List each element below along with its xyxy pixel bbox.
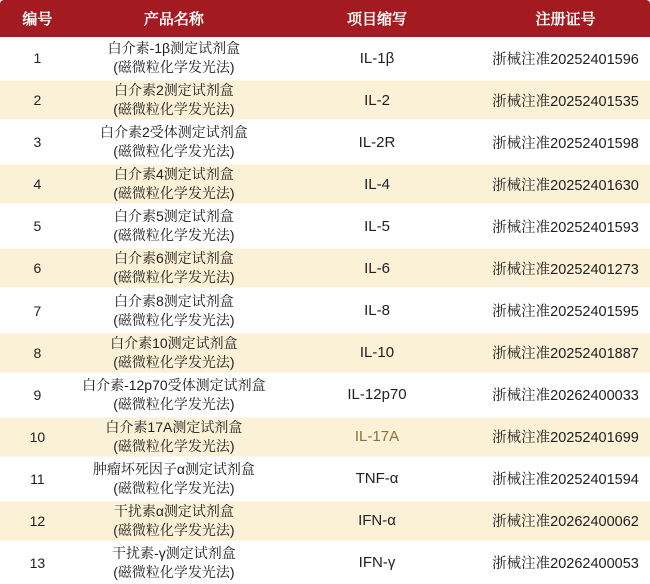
- cell-registration: 浙械注准20262400033: [492, 388, 639, 405]
- product-method-line: (磁微粒化学发光法): [113, 353, 235, 370]
- cell-abbreviation: IFN-α: [358, 512, 396, 530]
- table-row: [0, 247, 650, 289]
- cell-product-name: [75, 460, 273, 498]
- table-row: [0, 542, 650, 584]
- product-method-line: (磁微粒化学发光法): [113, 437, 235, 454]
- table-row: [0, 416, 650, 458]
- cell-registration: 浙械注准20262400053: [492, 556, 639, 573]
- cell-number: 7: [33, 302, 42, 319]
- cell-registration: 浙械注准20252401595: [492, 304, 639, 320]
- cell-abbreviation: IL-17A: [354, 428, 400, 446]
- cell-product-name: [75, 376, 273, 414]
- product-name-line: 白介素8测定试剂盒: [113, 292, 234, 309]
- product-name-line: 白介素-1β测定试剂盒: [107, 40, 241, 57]
- cell-registration: 浙械注准20252401596: [492, 51, 639, 68]
- product-method-line: (磁微粒化学发光法): [113, 59, 235, 76]
- cell-abbreviation: IL-5: [364, 217, 390, 235]
- cell-product-name: [75, 544, 273, 582]
- product-method-line: (磁微粒化学发光法): [113, 479, 235, 496]
- cell-abbreviation: IL-2R: [358, 133, 396, 151]
- table-row: [0, 37, 650, 79]
- table-row: [0, 205, 650, 247]
- header-cell-number: 编号: [22, 11, 53, 28]
- table-body: [0, 37, 650, 584]
- cell-number: 4: [33, 176, 42, 193]
- header-cell-abbreviation: 项目缩写: [346, 11, 407, 28]
- cell-registration: 浙械注准20252401594: [492, 472, 639, 489]
- product-name-line: 干扰素α测定试剂盒: [113, 502, 234, 519]
- cell-abbreviation: IFN-γ: [358, 554, 396, 572]
- product-method-line: (磁微粒化学发光法): [113, 311, 235, 328]
- header-cell-registration: 注册证号: [535, 11, 596, 28]
- cell-registration: 浙械注准20252401598: [492, 135, 639, 152]
- cell-abbreviation: IL-12p70: [347, 386, 407, 404]
- product-name-line: 白介素-12p70受体测定试剂盒: [82, 376, 266, 393]
- cell-abbreviation: IL-8: [364, 302, 390, 319]
- cell-registration: 浙械注准20252401535: [492, 93, 639, 110]
- cell-number: 12: [29, 512, 46, 529]
- product-name-line: 肿瘤坏死因子α测定试剂盒: [92, 460, 255, 477]
- cell-abbreviation: IL-1β: [359, 49, 395, 67]
- product-name-line: 白介素17A测定试剂盒: [105, 418, 243, 435]
- product-name-line: 白介素2受体测定试剂盒: [99, 124, 248, 141]
- table-row: [0, 458, 650, 500]
- cell-number: 5: [33, 218, 42, 235]
- cell-product-name: [75, 207, 273, 245]
- cell-product-name: [75, 123, 273, 161]
- table-row: [0, 374, 650, 416]
- cell-abbreviation: TNF-α: [355, 470, 399, 488]
- cell-registration: 浙械注准20252401887: [492, 346, 639, 363]
- product-name-line: 白介素5测定试剂盒: [113, 208, 234, 225]
- table-row: [0, 79, 650, 121]
- cell-product-name: [75, 81, 273, 119]
- cell-number: 6: [33, 260, 42, 277]
- cell-number: 10: [29, 428, 46, 445]
- cell-registration: 浙械注准20252401699: [492, 430, 639, 447]
- cell-number: 3: [33, 134, 42, 151]
- cell-product-name: [75, 334, 273, 372]
- product-method-line: (磁微粒化学发光法): [113, 227, 235, 244]
- cell-registration: 浙械注准20252401593: [492, 219, 639, 236]
- product-method-line: (磁微粒化学发光法): [113, 521, 235, 538]
- cell-registration: 浙械注准20262400062: [492, 514, 639, 531]
- product-name-line: 白介素10测定试剂盒: [110, 334, 238, 351]
- cell-product-name: [75, 39, 273, 77]
- product-name-line: 白介素6测定试剂盒: [113, 250, 234, 267]
- cell-product-name: [75, 165, 273, 203]
- table-row: [0, 289, 650, 331]
- table-row: [0, 500, 650, 542]
- cell-registration: 浙械注准20252401273: [492, 261, 639, 278]
- cell-number: 9: [33, 386, 42, 403]
- cell-registration: 浙械注准20252401630: [492, 177, 639, 194]
- table-row: [0, 332, 650, 374]
- product-method-line: (磁微粒化学发光法): [113, 185, 235, 202]
- product-method-line: (磁微粒化学发光法): [113, 395, 235, 412]
- cell-abbreviation: IL-6: [364, 259, 390, 277]
- table-row: [0, 163, 650, 205]
- product-name-line: 白介素2测定试剂盒: [113, 82, 234, 99]
- cell-abbreviation: IL-10: [359, 344, 395, 362]
- cell-number: 2: [33, 92, 42, 109]
- cell-product-name: [75, 292, 273, 330]
- cell-number: 1: [33, 50, 42, 67]
- table-header-row: [0, 0, 650, 37]
- cell-abbreviation: IL-2: [364, 91, 390, 109]
- cell-number: 11: [30, 470, 45, 487]
- cell-product-name: [75, 249, 273, 287]
- header-cell-product-name: 产品名称: [143, 11, 204, 28]
- product-method-line: (磁微粒化学发光法): [113, 563, 235, 580]
- cell-product-name: [75, 418, 273, 456]
- cell-product-name: [75, 502, 273, 540]
- table-row: [0, 121, 650, 163]
- cell-number: 13: [29, 554, 46, 571]
- cell-number: 8: [33, 344, 42, 361]
- product-method-line: (磁微粒化学发光法): [113, 143, 235, 160]
- product-method-line: (磁微粒化学发光法): [113, 101, 235, 118]
- product-method-line: (磁微粒化学发光法): [113, 269, 235, 286]
- product-name-line: 白介素4测定试剂盒: [113, 166, 234, 183]
- product-name-line: 干扰素-γ测定试剂盒: [112, 544, 236, 561]
- cell-abbreviation: IL-4: [364, 175, 390, 193]
